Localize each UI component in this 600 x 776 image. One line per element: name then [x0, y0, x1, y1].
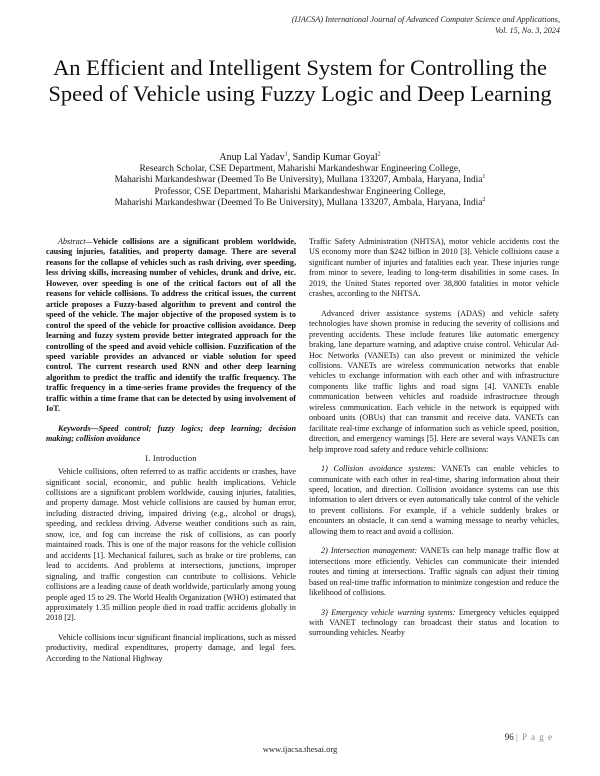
intro-paragraph-2: Vehicle collisions incur significant financial implications, such as missed productivity, medical expenditures, property damage, and legal fees. According to the National Highway — [46, 632, 296, 663]
list-item-title: 3) Emergency vehicle warning systems: — [321, 607, 456, 617]
author-2: Sandip Kumar Goyal — [292, 152, 378, 163]
right-column — [309, 237, 559, 639]
author-block — [38, 152, 562, 209]
page-number-value: 96 — [504, 732, 514, 742]
intro-paragraph-1: Vehicle collisions, often referred to as traffic accidents or crashes, have significant social, economic, and public health implications. Vehicle collisions are a significant problem worldwide, causing injuries, fatalities, and property damage. Most vehicle collisions are caused by human error, including distracted driving, impaired driving (e.g., alcohol or drugs), speeding, and reckless driving. Adverse weather conditions such as rain, snow, ice, and fog can increase the risk of collisions, as can poorly maintained roads. This is one of the major reasons for the vehicle collision and accidents [1]. Mechanical failures, such as brake or tire problems, can lead to accidents. And problems at intersections, junctions, improper signaling, and traffic congestion can contribute to collisions. Vehicle collisions are a leading cause of death worldwide, particularly among young people aged 15 to 29. The World Health Organization (WHO) estimated that approximately 1.35 million people died in road traffic accidents globally in 2018 [2]. — [46, 467, 296, 623]
author-1: Anup Lal Yadav — [219, 152, 285, 163]
affiliation-1-role: Research Scholar, CSE Department, Maharishi Markandeshwar Engineering College, — [139, 164, 461, 175]
journal-volume: Vol. 15, No. 3, 2024 — [494, 25, 560, 35]
page-number — [505, 732, 553, 742]
section-heading-introduction: I. Introduction — [145, 453, 197, 463]
right-paragraph-2: Advanced driver assistance systems (ADAS) and vehicle safety technologies have shown promise in reducing the severity of collisions and preventing accidents. These include features like automatic emergency braking, lane departure warning, and adaptive cruise control. Vehicular Ad-Hoc Networks (VANETs) can also prevent or minimized the vehicle collisions. VANETs are wireless communication networks that enable vehicles to exchange information with each other and with infrastructure components like traffic lights and road signs [4]. VANETs enable communication between vehicles and roadside infrastructure through wireless communication. Each vehicle in the network is equipped with onboard units (OBUs) that can transmit and receive data. VANETs can facilitate real-time exchange of information such as vehicle speed, position, direction, and emergency warnings [5]. Here are several ways VANETs can help improve road safety and reduce vehicle collisions: — [309, 308, 559, 454]
journal-name: (IJACSA) International Journal of Advanced Computer Science and Applications, — [291, 15, 560, 24]
list-item-body: Emergency vehicles equipped with VANET technology can broadcast their status and location to surrounding vehicles. Nearby — [309, 607, 559, 638]
author-1-sup: 1 — [284, 151, 288, 158]
right-paragraph-1: Traffic Safety Administration (NHTSA), motor vehicle accidents cost the US economy more than $242 billion in 2010 [3]. Vehicle collisions cause a significant number of injuries and fatalities each year. These injuries range from minor to severe, leading to long-term disabilities in some cases. In 2019, the United States reported over 38,800 fatalities in motor vehicle crashes, according to the NHTSA. — [309, 237, 559, 299]
abstract — [46, 237, 296, 415]
affiliation-2-university: Maharishi Markandeshwar (Deemed To Be University), Mullana 133207, Ambala, Haryana, India$^2$ — [114, 196, 486, 208]
keywords: Keywords—Speed control; fuzzy logics; deep learning; decision making; collision avoidance — [46, 423, 296, 444]
author-separator: , — [287, 152, 293, 163]
abstract-label: Abstract— — [58, 237, 93, 246]
affiliation-1-university: Maharishi Markandeshwar (Deemed To Be University), Mullana 133207, Ambala, Haryana, India$^1$ — [114, 174, 486, 186]
list-item-body: VANETs can enable vehicles to communicate with each other in real-time, sharing information about their speed, location, and direction. Collision avoidance systems can use this information to alert drivers or even automatically take control of the vehicle to prevent collisions. For example, if a vehicle suddenly brakes or encounters an obstacle, it can send a warning message to nearby vehicles, allowing them to react and avoid a collision. — [309, 464, 560, 536]
journal-header — [230, 15, 560, 36]
list-item-collision-avoidance — [309, 464, 559, 537]
author-2-sup: 2 — [377, 151, 381, 158]
list-item-intersection-management — [309, 546, 559, 598]
left-column — [46, 237, 296, 664]
list-item-emergency-warning — [309, 608, 559, 639]
page-label: | P a g e — [516, 732, 553, 742]
list-item-body: VANETs can help manage traffic flow at intersections more efficiently. Vehicles can communicate their intended routes and timing at intersections. Traffic signals can adjust their timing based on real-time traffic information to minimize congestion and reduce the likelihood of collisions. — [309, 546, 559, 598]
abstract-text: Vehicle collisions are a significant problem worldwide, causing injuries, fatalities, and property damage. There are several reasons for the collapse of vehicles such as rash driving, over speeding, less driving skills, increasing number of vehicles, drunk and drive, etc. However, over speeding is one of the critical factors out of all the reasons for vehicle collisions. To address the critical issues, the current article proposes a Fuzzy-based algorithm to prevent and control the speed of the vehicle. The major objective of the proposed system is to control the speed of the vehicle for proactive collision avoidance. Deep learning and fuzzy system provide better integrated approach for the controlling of the speed and avoid vehicle collision. Fuzzification of the speed variable provides an advanced or viable solution for speed control. The current research used RNN and other deep learning algorithm to predict the traffic and identify the traffic frequency. The traffic frequency in a time-series frame provides the frequency of the traffic within a time frame that can be detected by using involvement of IoT. — [46, 237, 296, 414]
paper-title: An Efficient and Intelligent System for Controlling the Speed of Vehicle using Fuzzy Logic and Deep Learning — [48, 55, 552, 106]
list-item-title: 2) Intersection management: — [321, 546, 418, 556]
list-item-title: 1) Collision avoidance systems: — [321, 464, 436, 474]
footer-url[interactable]: www.ijacsa.thesai.org — [262, 744, 338, 754]
author-names — [38, 152, 562, 163]
affiliation-2-role: Professor, CSE Department, Maharishi Markandeshwar Engineering College, — [154, 186, 446, 197]
